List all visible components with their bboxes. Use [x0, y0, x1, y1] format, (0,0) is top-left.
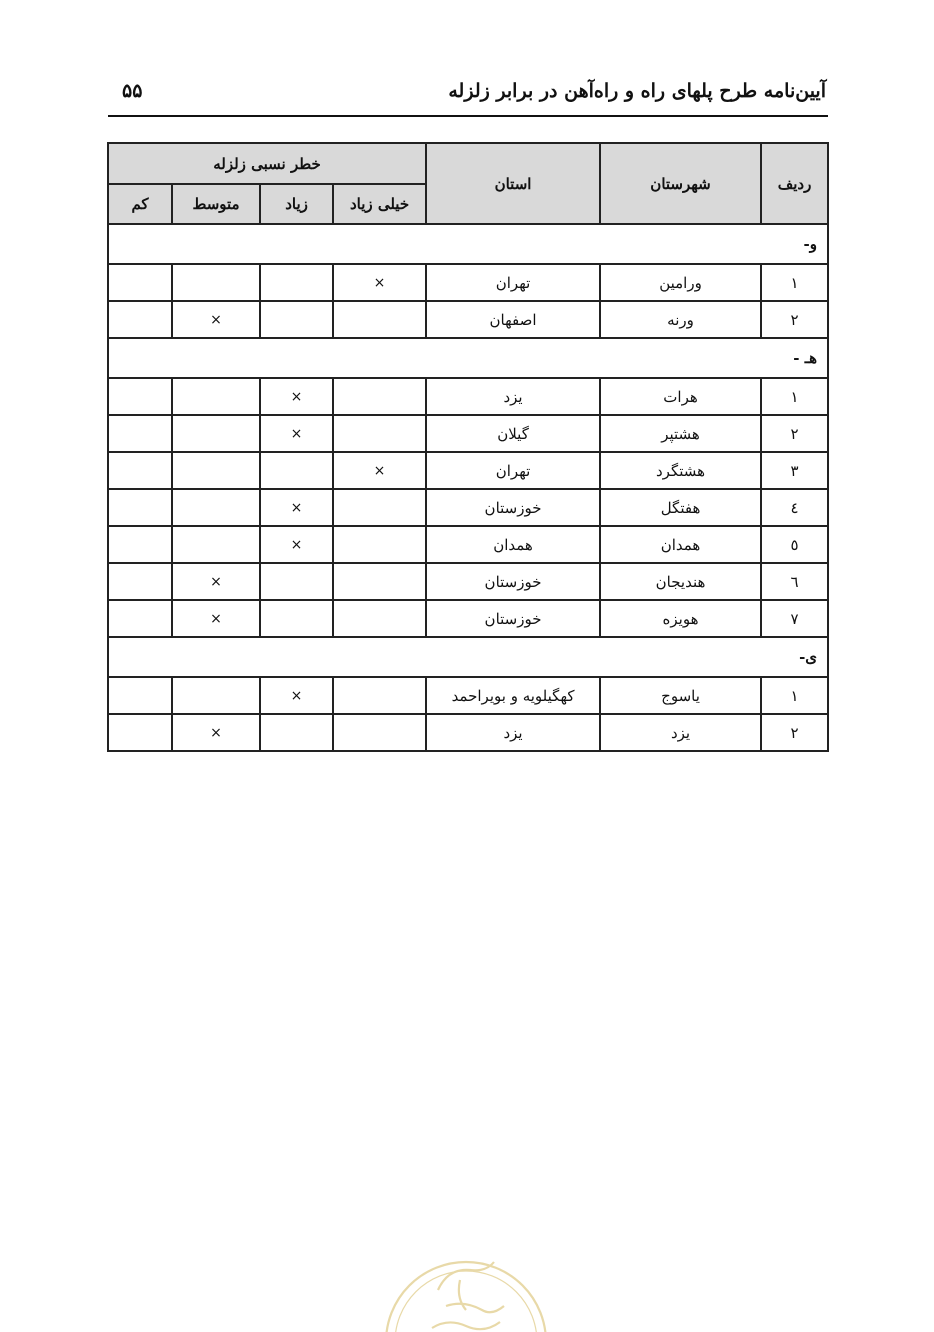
- page-number: ۵۵: [122, 80, 143, 102]
- county-cell: یاسوج: [600, 677, 761, 714]
- county-cell: هشتپر: [600, 415, 761, 452]
- province-cell: تهران: [426, 452, 600, 489]
- table-row: [108, 714, 828, 751]
- county-cell: هندیجان: [600, 563, 761, 600]
- seismic-hazard-table: [107, 142, 829, 752]
- low-cell: [108, 264, 172, 301]
- table-group-row: [108, 224, 828, 264]
- very-high-cell: [333, 415, 426, 452]
- medium-cell: [172, 378, 260, 415]
- county-cell: هشتگرد: [600, 452, 761, 489]
- high-cell: ×: [260, 526, 333, 563]
- row-number-cell: ۲: [761, 415, 828, 452]
- very-high-cell: [333, 563, 426, 600]
- header-rule: [108, 115, 828, 117]
- high-cell: ×: [260, 489, 333, 526]
- publisher-logo: [376, 1250, 556, 1332]
- table-row: [108, 301, 828, 338]
- very-high-cell: [333, 600, 426, 637]
- medium-cell: [172, 415, 260, 452]
- table-group-row: [108, 637, 828, 677]
- table-row: [108, 489, 828, 526]
- high-cell: ×: [260, 677, 333, 714]
- group-label: هـ -: [108, 338, 828, 378]
- group-label: ی-: [108, 637, 828, 677]
- county-cell: یزد: [600, 714, 761, 751]
- province-cell: تهران: [426, 264, 600, 301]
- document-title: آیین‌نامه طرح پلهای راه و راه‌آهن در برابر زلزله: [448, 80, 826, 102]
- row-number-cell: ۳: [761, 452, 828, 489]
- province-cell: یزد: [426, 378, 600, 415]
- very-high-cell: ×: [333, 264, 426, 301]
- table-row: [108, 600, 828, 637]
- high-cell: ×: [260, 415, 333, 452]
- medium-cell: ×: [172, 714, 260, 751]
- very-high-cell: [333, 677, 426, 714]
- medium-cell: ×: [172, 301, 260, 338]
- province-cell: خوزستان: [426, 600, 600, 637]
- group-label: و-: [108, 224, 828, 264]
- low-cell: [108, 489, 172, 526]
- page-header: [108, 72, 828, 112]
- row-number-cell: ٥: [761, 526, 828, 563]
- medium-cell: [172, 526, 260, 563]
- row-number-cell: ۱: [761, 378, 828, 415]
- header-high: زیاد: [260, 184, 333, 224]
- medium-cell: [172, 452, 260, 489]
- publisher-seal-icon: [376, 1250, 556, 1332]
- very-high-cell: [333, 378, 426, 415]
- table-body: [108, 224, 828, 751]
- low-cell: [108, 415, 172, 452]
- medium-cell: ×: [172, 563, 260, 600]
- table-row: [108, 378, 828, 415]
- table-row: [108, 264, 828, 301]
- header-medium: متوسط: [172, 184, 260, 224]
- province-cell: خوزستان: [426, 489, 600, 526]
- low-cell: [108, 301, 172, 338]
- table-row: [108, 677, 828, 714]
- row-number-cell: ۲: [761, 301, 828, 338]
- low-cell: [108, 378, 172, 415]
- row-number-cell: ۱: [761, 264, 828, 301]
- county-cell: هفتگل: [600, 489, 761, 526]
- row-number-cell: ۱: [761, 677, 828, 714]
- high-cell: [260, 563, 333, 600]
- low-cell: [108, 452, 172, 489]
- header-province: استان: [426, 143, 600, 224]
- table-row: [108, 452, 828, 489]
- very-high-cell: [333, 526, 426, 563]
- county-cell: هرات: [600, 378, 761, 415]
- county-cell: همدان: [600, 526, 761, 563]
- medium-cell: ×: [172, 600, 260, 637]
- row-number-cell: ۷: [761, 600, 828, 637]
- province-cell: خوزستان: [426, 563, 600, 600]
- header-county: شهرستان: [600, 143, 761, 224]
- county-cell: هویزه: [600, 600, 761, 637]
- high-cell: [260, 452, 333, 489]
- province-cell: اصفهان: [426, 301, 600, 338]
- low-cell: [108, 714, 172, 751]
- province-cell: همدان: [426, 526, 600, 563]
- medium-cell: [172, 264, 260, 301]
- header-very-high: خیلی زیاد: [333, 184, 426, 224]
- header-low: کم: [108, 184, 172, 224]
- very-high-cell: [333, 301, 426, 338]
- medium-cell: [172, 489, 260, 526]
- high-cell: [260, 714, 333, 751]
- very-high-cell: ×: [333, 452, 426, 489]
- medium-cell: [172, 677, 260, 714]
- header-hazard-group: خطر نسبی زلزله: [108, 143, 426, 184]
- province-cell: یزد: [426, 714, 600, 751]
- province-cell: گیلان: [426, 415, 600, 452]
- low-cell: [108, 677, 172, 714]
- table-row: [108, 563, 828, 600]
- county-cell: ورامین: [600, 264, 761, 301]
- low-cell: [108, 563, 172, 600]
- province-cell: کهگیلویه و بویراحمد: [426, 677, 600, 714]
- row-number-cell: ٦: [761, 563, 828, 600]
- low-cell: [108, 526, 172, 563]
- county-cell: ورنه: [600, 301, 761, 338]
- high-cell: [260, 301, 333, 338]
- high-cell: [260, 600, 333, 637]
- row-number-cell: ٤: [761, 489, 828, 526]
- table-row: [108, 526, 828, 563]
- row-number-cell: ۲: [761, 714, 828, 751]
- very-high-cell: [333, 489, 426, 526]
- table-row: [108, 415, 828, 452]
- table-group-row: [108, 338, 828, 378]
- high-cell: ×: [260, 378, 333, 415]
- high-cell: [260, 264, 333, 301]
- low-cell: [108, 600, 172, 637]
- very-high-cell: [333, 714, 426, 751]
- header-row-number: ردیف: [761, 143, 828, 224]
